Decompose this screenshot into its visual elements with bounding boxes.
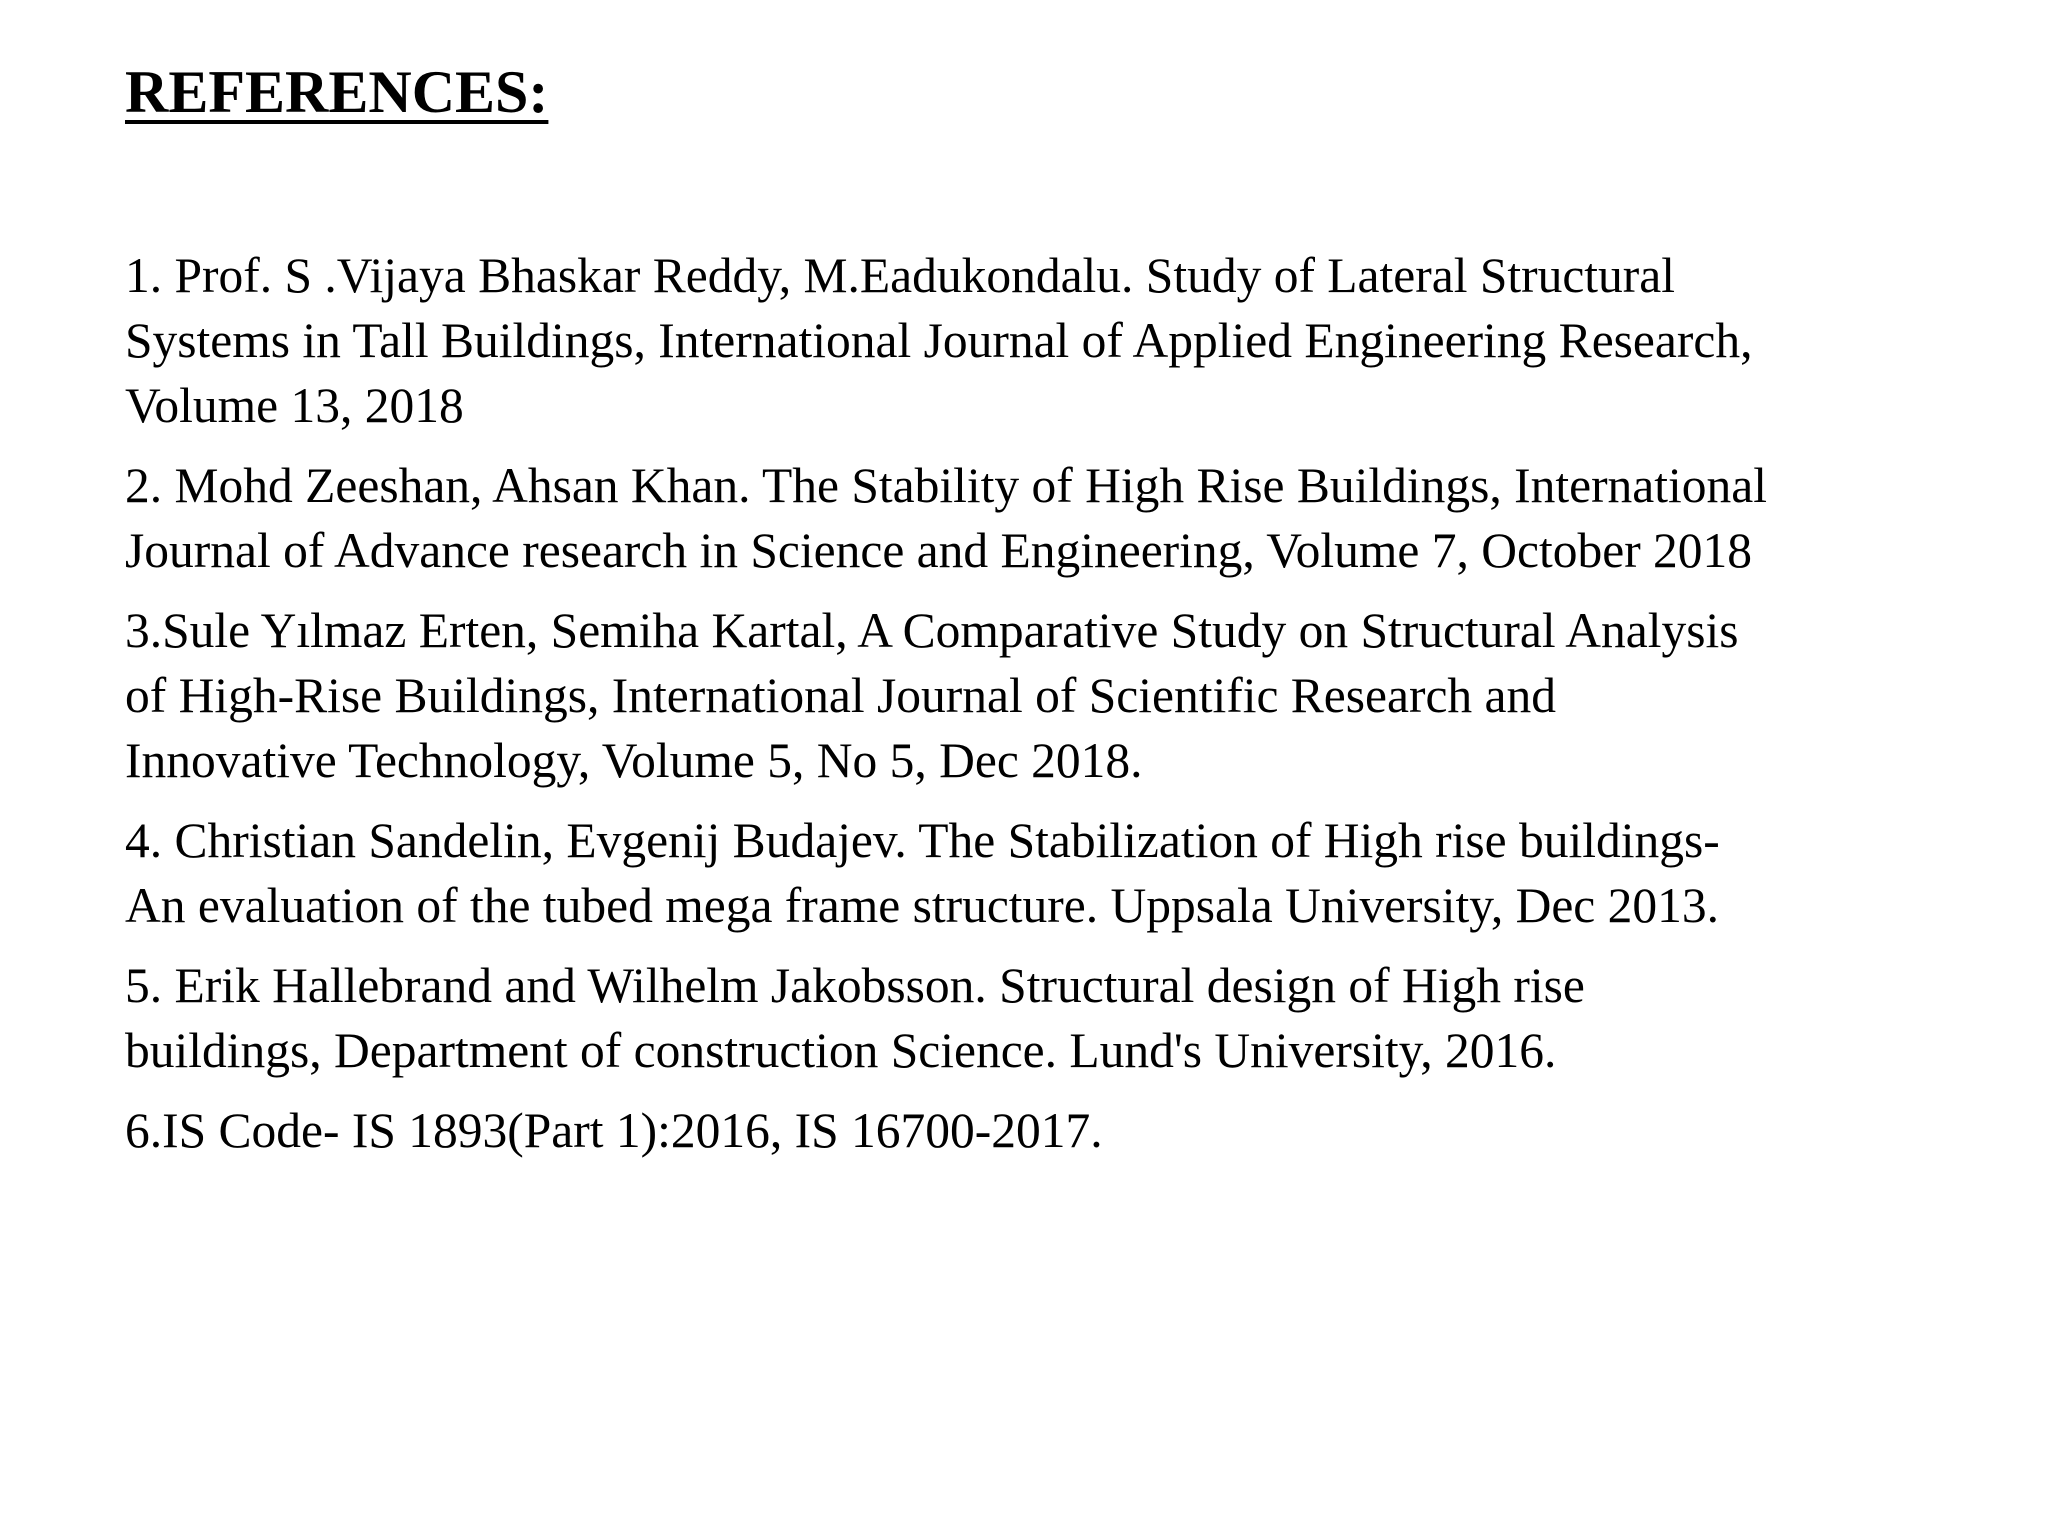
reference-line: An evaluation of the tubed mega frame structure. Uppsala University, Dec 2013. bbox=[125, 878, 1720, 933]
reference-line: 2. Mohd Zeeshan, Ahsan Khan. The Stability of High Rise Buildings, International bbox=[125, 458, 1768, 513]
reference-line: Volume 13, 2018 bbox=[125, 378, 464, 433]
reference-line: 1. Prof. S .Vijaya Bhaskar Reddy, M.Eadukondalu. Study of Lateral Structural bbox=[125, 248, 1676, 303]
reference-line: Journal of Advance research in Science and Engineering, Volume 7, October 2018 bbox=[125, 523, 1753, 578]
reference-line: of High-Rise Buildings, International Journal of Scientific Research and bbox=[125, 668, 1557, 723]
reference-line: Systems in Tall Buildings, International Journal of Applied Engineering Research, bbox=[125, 313, 1753, 368]
references-heading: REFERENCES: bbox=[125, 59, 549, 125]
reference-item-1 bbox=[125, 243, 1975, 438]
reference-item-6 bbox=[125, 1098, 1975, 1163]
reference-item-3 bbox=[125, 598, 1975, 793]
reference-item-5 bbox=[125, 953, 1975, 1083]
reference-line: 5. Erik Hallebrand and Wilhelm Jakobsson. Structural design of High rise bbox=[125, 958, 1585, 1013]
reference-line: Innovative Technology, Volume 5, No 5, Dec 2018. bbox=[125, 733, 1143, 788]
reference-line: 4. Christian Sandelin, Evgenij Budajev. The Stabilization of High rise buildings- bbox=[125, 813, 1720, 868]
reference-item-2 bbox=[125, 453, 1975, 583]
reference-line: 6.IS Code- IS 1893(Part 1):2016, IS 16700-2017. bbox=[125, 1103, 1103, 1158]
reference-list bbox=[125, 243, 1975, 1178]
reference-item-4 bbox=[125, 808, 1975, 938]
reference-line: buildings, Department of construction Science. Lund's University, 2016. bbox=[125, 1023, 1557, 1078]
reference-line: 3.Sule Yılmaz Erten, Semiha Kartal, A Comparative Study on Structural Analysis bbox=[125, 603, 1739, 658]
